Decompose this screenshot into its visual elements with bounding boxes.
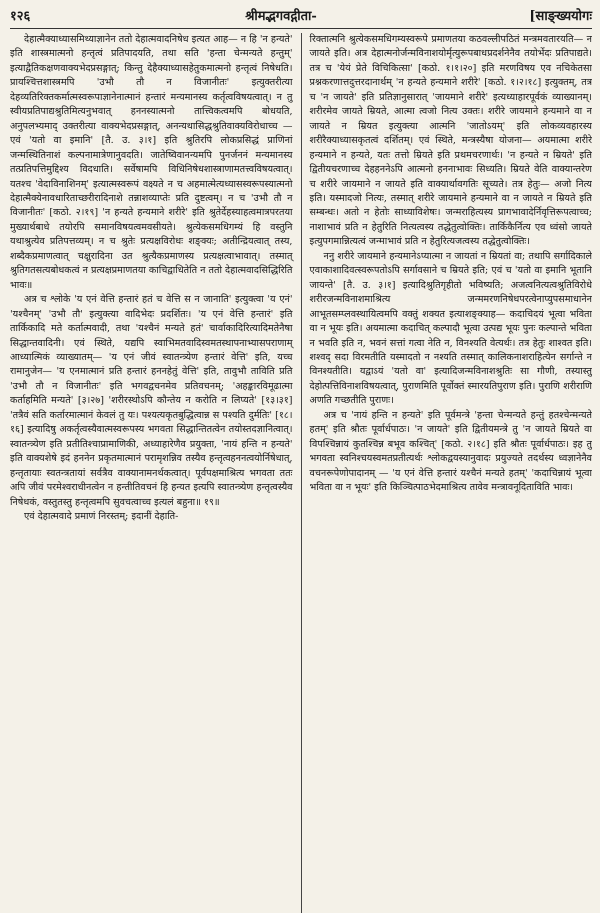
section-title: [साङ्ख्ययोगः: [529, 9, 592, 24]
left-paragraph-3: एवं देहात्मवादे प्रमाणं निरस्तम्; इदानीं देहाति-: [24, 510, 179, 522]
left-paragraph-1: देहात्मैक्याध्यासमिथ्याज्ञानेन ततो देहात्मवादनिषेध इत्यत आह— न हि 'न हन्यते' इति शास्त्रमात्मनो हन्तृत्वं प्रतिपादयति, तथा सति 'हन्ता चेन्मन्यते हन्तुम्' इत्याद्वैतिकक्षणवाक्यभेदप्रसङ्गात्; किन्तु देहैक्याध्यासहेतुकमात्मनो हन्तृत्वं निषेधति। प्रायश्चित्तशास्त्रमपि 'उभौ तौ न विजानीतः' इत्युक्तरीत्या देहव्यतिरिक्तकर्मात्मस्वरूपाज्ञानेनात्मानं हन्तारं मन्यमानस्य कर्तृत्वविषयत्वात्। न तु स्वीयप्रतिपाद्यश्रुतिमित्यनुभवात् हननस्यात्मनो तात्त्विकत्वमपि बोधयति, अनुपलभ्यमाद् उक्तरीत्या वाक्यभेदप्रसङ्गात्, अनन्यथासिद्धश्रुतिवाक्यविरोधाच्च — एवं 'यतो वा इमानि' [तै. उ. ३।१] इति श्रुतिरपि लोकप्रसिद्धं प्राणिनां जन्मस्थितिनाशं कल्पनामात्रेणानुवदति। जातेष्विवानन्यमपि पुनर्जननं मन्यमानस्य तत्प्रतिपत्तिमुद्दिश्य विदधाति। सर्वेषामपि विधिनिषेधशास्त्राणामतत्त्वविषयत्वात्। यतश्च 'वेदाविनाशिनम्' इत्यात्मस्वरूपं वक्ष्यते न च अहमात्मेत्यध्यासस्वरूपस्यात्मनो देहात्मैक्येनावधारिताच्छरीरादिनाशे तन्नाशव्याप्तेः प्रति दुष्टत्वम्। न च 'उभौ तौ न विजानीतः' [कठो. २।१९] 'न हन्यते हन्यमाने शरीरे' इति श्रुतेर्देहस्याहत्वमात्रपरतया मुख्यार्थबाधे तयोरपि समानविषयत्वमवसीयते। श्रुत्येकसमधिगम्यं हि वस्तुनि यथाश्रुत्येव प्रतिपत्तव्यम्। न च श्रुतेः प्रत्यक्षविरोधः शङ्क्यः; अतीन्द्रियत्वात् तस्य, शब्दैकप्रमाणत्वात् चक्षुरादिना उत श्रुत्यैकप्रमाणस्य प्रत्यक्षत्वाभावात्। तस्मात् श्रुतिगतसत्यबोधकत्वं न प्रत्यक्षप्रमाणतया काचिद्वाधितेति न ततो देहात्मवादसिद्धिरिति भावः॥: [10, 34, 293, 291]
running-header: [10, 6, 592, 29]
two-column-body: [10, 33, 592, 913]
book-title: श्रीमद्भगवद्गीता-: [245, 9, 317, 24]
right-paragraph-1: रिक्तात्मनि श्रुत्येकसमधिगम्यस्वरूपे प्रमाणतया कठवल्लीपठितं मन्त्रमवतारयति— न जायते इति। अत्र देहात्मनोर्जन्मविनाशयोर्मृत्युरूपबाधप्रदर्शनेनैव तयोर्भेदः प्रतिपाद्यते। तत्र च 'येयं प्रेते विचिकित्सा' [कठो. १।१।२०] इति मरणविषय एव नचिकेतसा प्रश्नकरणात्तदुत्तरदानार्थम् 'न हन्यते हन्यमाने शरीरे' [कठो. १।२।१८] इत्युक्तम्, तत्र च 'न जायते' इति प्रतिज्ञानुसारात् 'जायमाने शरीरे' इत्यध्याहारपूर्वकं व्याख्यानम्। शरीरमेव जायते म्रियते, आत्मा त्वजो नित्य उक्तः। शरीरे जायमाने हन्यमाने वा न जायते न म्रियत इत्युक्त्या आत्मनि 'जातोऽयम्' इति लोकव्यवहारस्य शरीरैक्याध्यासकृतत्वं दर्शितम्। एवं स्थिते, मन्त्रस्यैषा योजना— अयमात्मा शरीरे हन्यमाने न हन्यते, यतः तत्तो म्रियते इति प्रथमचरणार्थः। 'न हन्यते न म्रियते' इति द्वितीयचरणाच्च देहहननेऽपि आत्मनो हननाभावः सिध्यति। म्रियते वेति वाक्यान्तरेण च शरीरे जायमाने न जायते इति वाक्यार्थावगतिः सूच्यते। तत्र हेतुः— अजो नित्य इति। यस्मादजो नित्यः, तस्मात् शरीरे जायमाने हन्यमाने वा न जायते न म्रियते इति सम्बन्धः। अतो न हेतोः साध्याविशेषः। जन्मराहित्यस्य प्रागभावादेर्निवृत्तिरूपत्वाच्च; नाशाभावं प्रति न हेतुरिति नित्यत्वस्य तद्धेतुत्वोक्तिः। तार्किकैर्नित्य एव ध्वंसो जायते इत्युपगमान्नित्यत्वं जन्माभावं प्रति न हेतुरित्यजत्वस्य तद्धेतुत्वोक्तिः।: [309, 34, 592, 248]
left-paragraph-2: अत्र च श्लोके 'य एनं वेत्ति हन्तारं हतं च वेत्ति स न जानाति' इत्युक्त्वा 'य एनं' 'यश्चैनम्' 'उभौ तौ' इत्युक्त्या वादिभेदः प्रदर्शितः। 'य एनं वेत्ति हन्तारं' इति तार्किकादि मते कर्तात्मवादी, तथा 'यश्चैनं मन्यते हतं' चार्वाकादिरित्यादिमतेनैषा सिद्धान्तवादिनी। एवं स्थिते, यद्यपि स्वाभिमतवादिस्वमतस्थापनाभ्यासपराणाम् आध्यात्मिकं व्याख्यातम्— 'य एनं जीवं स्वातन्त्र्येण हन्तारं वेत्ति' इति, यच्च रामानुजेन— 'य एनमात्मानं प्रति हन्तारं हननहेतुं वेत्ति' इति, तावुभौ ताविति प्रति 'उभौ तौ न विजानीतः' इति भगवद्वचनमेव प्रतिवचनम्; 'अहङ्कारविमूढात्मा कर्ताहमिति मन्यते' [३।२७] 'शरीरस्थोऽपि कौन्तेय न करोति न लिप्यते' [१३।३१] 'तत्रैवं सति कर्तारमात्मानं केवलं तु यः। पश्यत्यकृतबुद्धित्वान्न स पश्यति दुर्मतिः' [१८।१६] इत्यादिषु अकर्तृत्वस्यैवात्मस्वरूपस्य भगवता सिद्धान्तितत्वेन तयोस्तदज्ञानित्वात्। स्वातन्त्र्येण इति प्रतीतिश्चाप्रामाणिकी, अध्याहारेणैव प्रयुक्ता, 'नायं हन्ति न हन्यते' इति वाक्यशेषे इदं हननेन प्रकृतमात्मानं परामृशन्निव तस्यैव हन्तृत्वहननत्वयोर्निषेधात्, हन्तृतायाः स्वतन्त्रतायां सर्वत्रैव वाक्यानामनर्थकत्वात्। पूर्वपक्षमाश्रित्य भगवता ततः अपि जीवं परमेश्वराधीनत्वेन न हन्तीतिवचनं हि हन्यत इत्यपि स्वातन्त्र्येण हन्तृत्वस्यैव निषेधकं, वस्तुतस्तु हन्तृत्वमपि सुवचत्वाच्च इत्यलं बहुना॥ १९॥: [10, 294, 293, 508]
right-column: [304, 33, 593, 913]
right-paragraph-3: अत्र च 'नायं हन्ति न हन्यते' इति पूर्वमन्त्रे 'हन्ता चेन्मन्यते हन्तुं हतश्चेन्मन्यते हतम्' इति श्रौतः पूर्वार्धपाठः। 'न जायते' इति द्वितीयमन्त्रे तु 'न जायते म्रियते वा विपश्चिन्नायं कुतश्चिन्न बभूव कश्चित्' [कठो. २।१८] इति श्रौतः पूर्वार्धपाठः। इह तु भगवता स्वनिश्चयस्वमतप्रतीत्यर्थः श्लोकद्वयस्यानुवादः प्रयुज्यते तदर्थस्य ध्वज्ञानेनैव वचनरूपेणोपादानम् — 'य एनं वेत्ति हन्तारं यश्चैनं मन्यते हतम्' 'कदाचिन्नायं भूत्वा भविता वा न भूयः' इति किञ्चित्पाठभेदमाश्रित्य तावेव मन्त्रावनूदिताविति भावः।: [309, 409, 592, 494]
left-column: [10, 33, 299, 913]
page-number: १२६: [10, 9, 31, 24]
column-divider: [301, 33, 302, 913]
right-paragraph-2: ननु शरीरे जायमाने हन्यमानेऽप्यात्मा न जायतां न म्रियतां वा; तथापि सर्गादिकाले एवाकाशादिवत्स्वरूपतोऽपि सर्गावसाने च म्रियते इति; एवं च 'यतो वा इमानि भूतानि जायन्ते' [तै. उ. ३।१] इत्यादिश्रुतिगृहीतो भविष्यति; अजत्वनित्यत्वश्रुतिविरोधे शरीरजन्मविनाशमाश्रित्य जन्ममरणनिषेधपरत्वेनाप्युपसमाधानेन आभूतसम्प्लवस्थायित्वमपि वक्तुं शक्यत इत्याशङ्क्याह— कदाचिदयं भूत्वा भविता वा न भूयः इति। अयमात्मा कदाचित् कल्पादौ भूत्वा उत्पद्य भूयः पुनः कल्पान्ते भविता न भवति इति न, भवनं सत्तां गत्वा नेति न, विनश्यति वेत्यर्थः। तत्र हेतुः शाश्वत इति। शश्वद् सदा विरमतीति यस्मादतो न नश्यति तस्मात् कालिकनाशराहित्येन सर्गान्ते न विनश्यतीति। यद्वाऽयं 'यतो वा' इत्यादिजन्मविनाशश्रुतिः सा गौणी, तस्यास्तु देहोत्पत्तिविनाशविषयत्वात्, पुराणमिति पूर्वोक्तं स्मारयतिपुराण इति। पुराणि शरीराणि अणति गच्छतीति पुराणः।: [309, 250, 592, 407]
